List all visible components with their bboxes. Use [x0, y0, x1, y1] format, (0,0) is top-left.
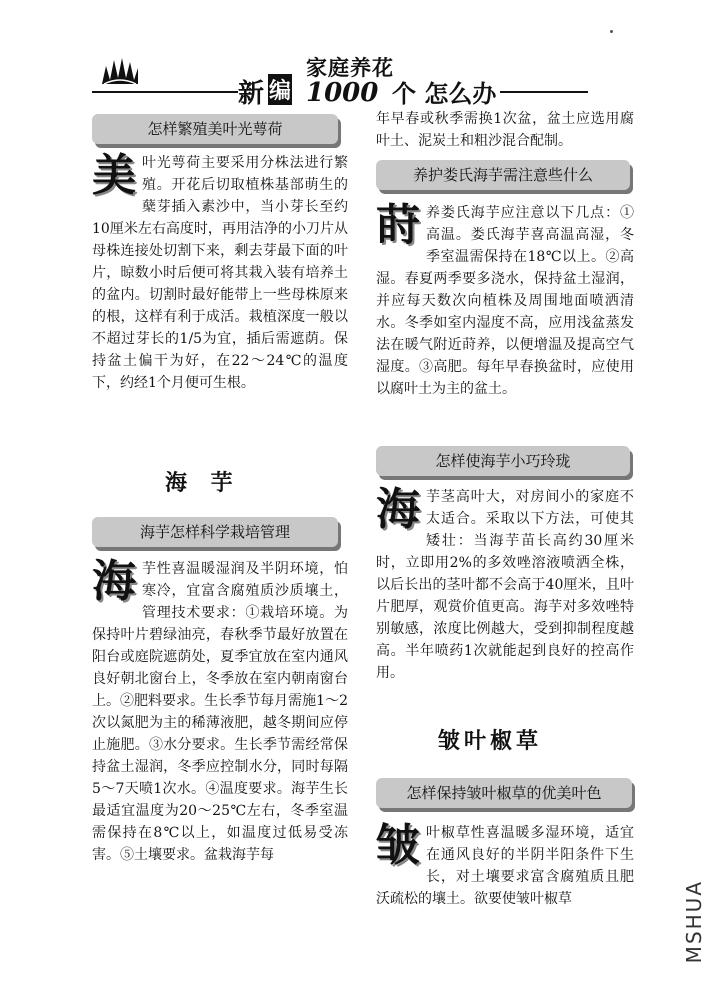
banner-propagate-aechmea: 怎样繁殖美叶光萼荷 [92, 114, 338, 144]
article-peperomia-body: 叶椒草性喜温暖多湿环境，适宜在通风良好的半阴半阳条件下生长，对土壤要求富含腐殖质且肥沃疏松的壤土。欲要使皱叶椒草 [376, 825, 634, 907]
article-alocasia-care-body: 芋性喜温暖湿润及半阴环境，怕寒冷，宜富含腐殖质沙质壤土，管理技术要求：①栽培环境。为保持叶片碧绿油亮，春秋季节最好放置在阳台或庭院遮荫处，夏季宜放在室内通风良好朝北窗台上，冬季放在室内朝南窗台上。②肥料要求。生长季节每月需施1～2次以氮肥为主的稀薄液肥，越冬期间应停止施肥。③水分要求。生长季节需经常保持盆土湿润，冬季应控制水分，同时每隔5～7天喷1次水。④温度要求。海芋生长最适宜温度为20～25℃左右，冬季室温需保持在8℃以上，如温度过低易受冻害。⑤土壤要求。盆栽海芋每 [92, 561, 348, 863]
header-title-top: 家庭养花 [306, 55, 394, 80]
banner-peperomia-color: 怎样保持皱叶椒草的优美叶色 [376, 778, 632, 808]
article-alocasia-compact-body: 芋茎高叶大，对房间小的家庭不太适合。采取以下方法，可使其矮壮：当海芋苗长高约30厘米时，立即用2%的多效唑溶液喷洒全株，以后长出的茎叶都不会高于40厘米，且叶片肥厚，观赏价值更高。海芋对多效唑特别敏感，浓度比例越大，受到抑制程度越高。半年喷药1次就能起到良好的控高作用。 [376, 489, 634, 681]
article-lowii-alocasia [376, 202, 634, 400]
article-lowii-alocasia-text [376, 202, 634, 400]
drop-cap: 莳 [376, 200, 420, 251]
drop-cap: 海 [92, 556, 136, 607]
flower-logo-icon [100, 56, 140, 86]
drop-cap: 美 [92, 150, 136, 201]
header-bian: 编 [268, 74, 292, 105]
article-aechmea [92, 152, 348, 394]
drop-cap: 海 [376, 484, 420, 535]
banner-alocasia-care: 海芋怎样科学栽培管理 [92, 517, 338, 547]
article-aechmea-body: 叶光萼荷主要采用分株法进行繁殖。开花后切取植株基部萌生的蘖芽插入素沙中，当小芽长至约10厘米左右高度时，再用洁净的小刀片从母株连接处切割下来，剩去芽最下面的叶片，晾数小时后便可将其栽入装有培养土的盆内。切割时最好能带上一些母株原来的根，这样有利于成活。栽植深度一般以不超过芽长的1/5为宜，插后需遮荫。保持盆土偏干为好，在22～24℃的温度下，约经1个月便可生根。 [92, 155, 348, 391]
scan-dot [610, 30, 613, 33]
header-title-tail: 个 怎么办 [392, 80, 497, 108]
article-alocasia-care-text [92, 558, 348, 866]
header-rule-right [500, 91, 588, 93]
section-title-alocasia: 海 芋 [165, 471, 241, 496]
article-alocasia-compact-text [376, 486, 634, 684]
watermark: MSHUA [682, 880, 706, 964]
article-peperomia [376, 822, 634, 910]
article-peperomia-text [376, 822, 634, 910]
article-aechmea-text [92, 152, 348, 394]
header-xin: 新 [238, 79, 265, 109]
header-number: 1000 [306, 78, 379, 108]
banner-lowii-alocasia: 养护娄氏海芋需注意些什么 [376, 160, 630, 190]
drop-cap: 皱 [376, 820, 420, 871]
article-continued [376, 108, 634, 152]
section-title-peperomia: 皱叶椒草 [438, 729, 543, 754]
article-alocasia-care [92, 558, 348, 866]
header-rule-left [92, 91, 238, 93]
article-lowii-alocasia-body: 养娄氏海芋应注意以下几点：①高温。娄氏海芋喜高温高湿，冬季室温需保持在18℃以上。②高湿。春夏两季要多浇水，保持盆土湿润，并应每天数次向植株及周围地面喷洒清水。冬季如室内湿度不高，应用浅盆蒸发法在暖气附近莳养，以便增温及提高空气湿度。③高肥。每年早春换盆时，应使用以腐叶土为主的盆土。 [376, 205, 634, 397]
article-alocasia-compact [376, 486, 634, 684]
article-continued-text: 年早春或秋季需换1次盆，盆土应选用腐叶土、泥炭土和粗沙混合配制。 [376, 111, 634, 149]
banner-alocasia-compact: 怎样使海芋小巧玲珑 [376, 446, 630, 476]
